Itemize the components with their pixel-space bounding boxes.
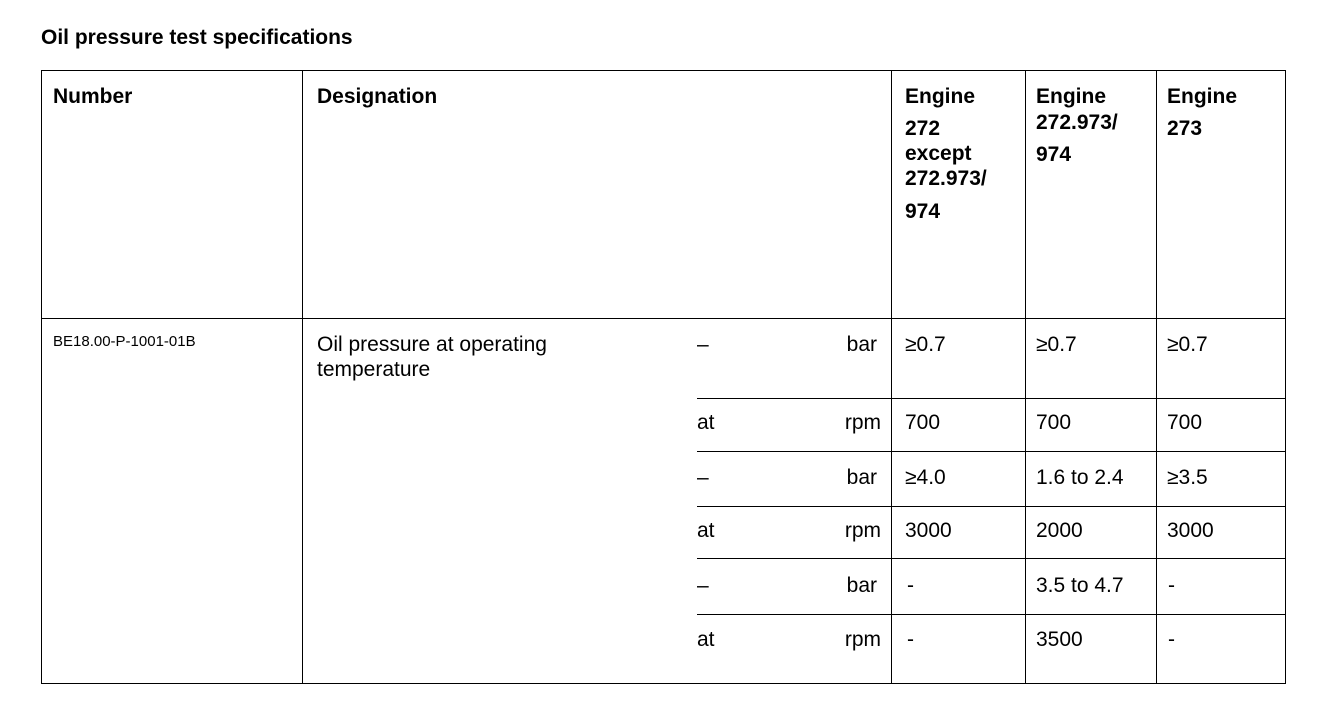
- value-engine-b: 3.5 to 4.7: [1036, 574, 1124, 597]
- subrow-unit: bar: [846, 574, 877, 597]
- row-divider: [697, 451, 1285, 452]
- value-engine-a: ≥0.7: [905, 333, 946, 356]
- row-divider: [697, 398, 1285, 399]
- row-divider: [697, 558, 1285, 559]
- row-designation: Oil pressure at operating temperature: [317, 333, 547, 381]
- subrow-prefix: at: [697, 519, 715, 542]
- column-divider: [891, 71, 892, 683]
- subrow-prefix: at: [697, 628, 715, 651]
- row-divider: [697, 614, 1285, 615]
- specifications-table: [41, 70, 1286, 684]
- subrow-prefix: –: [697, 466, 709, 489]
- column-divider: [302, 71, 303, 683]
- subrow-unit: rpm: [844, 519, 881, 542]
- value-engine-b: ≥0.7: [1036, 333, 1077, 356]
- header-engine-272-973: Engine 272.973/ 974: [1036, 85, 1118, 166]
- header-divider: [42, 318, 303, 319]
- subrow-prefix: at: [697, 411, 715, 434]
- subrow-unit: rpm: [844, 628, 881, 651]
- column-divider: [1156, 71, 1157, 683]
- header-designation: Designation: [317, 85, 438, 108]
- value-engine-a: 700: [905, 411, 941, 434]
- header-engine-273: Engine 273: [1167, 85, 1238, 140]
- header-number: Number: [53, 85, 133, 108]
- column-divider: [1025, 71, 1026, 683]
- header-engine-272-except: Engine 272 except 272.973/ 974: [905, 85, 987, 223]
- value-engine-a: -: [907, 574, 914, 597]
- value-engine-b: 2000: [1036, 519, 1083, 542]
- value-engine-b: 1.6 to 2.4: [1036, 466, 1124, 489]
- subrow-prefix: –: [697, 574, 709, 597]
- value-engine-b: 700: [1036, 411, 1072, 434]
- value-engine-c: 700: [1167, 411, 1203, 434]
- value-engine-b: 3500: [1036, 628, 1083, 651]
- header-divider: [302, 318, 1285, 319]
- subrow-unit: bar: [846, 466, 877, 489]
- subrow-prefix: –: [697, 333, 709, 356]
- value-engine-c: -: [1168, 574, 1175, 597]
- value-engine-c: ≥3.5: [1167, 466, 1208, 489]
- subrow-unit: rpm: [844, 411, 881, 434]
- value-engine-c: -: [1168, 628, 1175, 651]
- value-engine-c: ≥0.7: [1167, 333, 1208, 356]
- row-number: BE18.00-P-1001-01B: [53, 333, 196, 350]
- page-title: Oil pressure test specifications: [41, 26, 353, 49]
- row-divider: [697, 506, 1285, 507]
- value-engine-a: 3000: [905, 519, 952, 542]
- value-engine-a: -: [907, 628, 914, 651]
- value-engine-c: 3000: [1167, 519, 1214, 542]
- subrow-unit: bar: [846, 333, 877, 356]
- value-engine-a: ≥4.0: [905, 466, 946, 489]
